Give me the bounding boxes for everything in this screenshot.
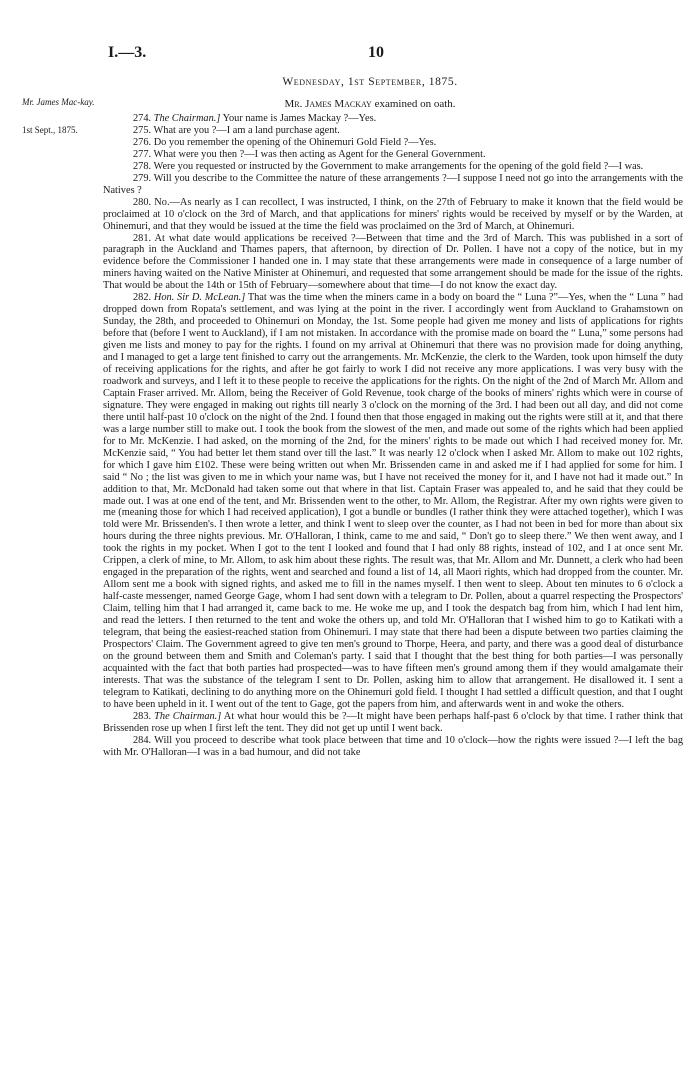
testimony-body: [103, 113, 683, 758]
witness-heading: [0, 98, 700, 110]
witness-heading-suffix: examined on oath.: [371, 98, 456, 110]
page-reference: I.—3.: [108, 44, 147, 61]
margin-witness-name: Mr. James Mac-kay.: [22, 97, 95, 107]
question-paragraph: [103, 149, 683, 161]
question-paragraph: [103, 113, 683, 125]
question-number: 275.: [133, 124, 152, 136]
paragraph-text: Will you proceed to describe what took place between that time and 10 o'clock—how the rights were issued ?—I left the bag with Mr. O'Halloran—I was in a bad humour, and did not take: [103, 734, 683, 758]
question-paragraph: [103, 173, 683, 197]
paragraph-text: At what date would applications be received ?—Between that time and the 3rd of March. This was published in a sort of paragraph in the Auckland and Thames papers, that afternoon, by direction of Dr. Pollen. I have not a copy of the notice, but in my evidence before the Commissioner I handed one in. I may state that these arrangements were made in consequence of a large number of miners having waited on the Native Minister at Ohinemuri, and requested that some arrangement should be made for the issue of the rights. That would be about the 14th or 15th of February—somewhere about that time—I do not know the exact day.: [103, 232, 683, 292]
speaker-label: The Chairman.]: [154, 710, 222, 722]
paragraph-text: Your name is James Mackay ?—Yes.: [220, 113, 377, 124]
question-paragraph: [103, 711, 683, 735]
paragraph-text: Will you describe to the Committee the nature of these arrangements ?—I suppose I need not go into the arrangements with the Natives ?: [103, 172, 683, 196]
date-heading: Wednesday, 1st September, 1875.: [282, 76, 458, 88]
question-number: 277.: [133, 148, 152, 160]
question-paragraph: [103, 197, 683, 233]
question-paragraph: [103, 137, 683, 149]
margin-date: 1st Sept., 1875.: [22, 125, 78, 135]
paragraph-text: What were you then ?—I was then acting as Agent for the General Government.: [151, 148, 486, 160]
question-number: 276.: [133, 136, 152, 148]
page-number: 10: [368, 44, 384, 61]
question-number: 278.: [133, 160, 152, 172]
question-number: 284.: [133, 734, 152, 746]
witness-name: Mr. James Mackay: [284, 98, 372, 110]
question-paragraph: [103, 161, 683, 173]
page-header: [0, 44, 700, 64]
speaker-label: The Chairman.]: [153, 113, 221, 124]
question-paragraph: [103, 292, 683, 710]
paragraph-text: What are you ?—I am a land purchase agent.: [151, 124, 340, 136]
paragraph-text: No.—As nearly as I can recollect, I was instructed, I think, on the 27th of February to make it known that the field would be proclaimed at 10 o'clock on the 3rd of March, and that applications for miners' rights would be received by myself or by the Warden, at Ohinemuri, and that they would be issued at the time the field was proclaimed on the 3rd of March, at Ohinemuri.: [103, 196, 683, 232]
question-paragraph: [103, 125, 683, 137]
paragraph-text: At what hour would this be ?—It might have been perhaps half-past 6 o'clock by that time. I rather think that Brissenden rose up when I first left the tent. They did not get up until I went back.: [103, 710, 684, 734]
question-number: 274.: [133, 113, 152, 124]
speaker-label: Hon. Sir D. McLean.]: [153, 292, 246, 304]
question-number: 283.: [133, 710, 152, 722]
question-number: 282.: [133, 292, 152, 304]
question-number: 281.: [133, 232, 152, 244]
question-number: 280.: [133, 196, 152, 208]
question-number: 279.: [133, 172, 152, 184]
question-paragraph: [103, 735, 683, 759]
paragraph-text: That was the time when the miners came in a body on board the “ Luna ?”—Yes, when the “ Luna ” had dropped down from Ropata's settlement, and was lying at the point in the river. I accordingly went from Auckland to Grahamstown on Sunday, the 28th, and proceeded to Ohinemuri on Monday, the 1st. Some people had given me money and lists of applications for rights before that (before I went to Auckland), if I am not mistaken. In accordance with the promise made on board the “ Luna,” some persons had given me lists and money to pay for the rights. I found on my arrival at Ohinemuri that there was no provision made for doing anything, and I managed to get a large tent finished to carry out the arrangements. Mr. McKenzie, the clerk to the Warden, took upon himself the duty of receiving applications for the rights, and after he got fairly to work I did not receive any more applications. I was very busy with the roadwork and surveys, and I left it to these people to receive the applications for the rights. On the night of the 2nd of March Mr. Allom and Captain Fraser arrived. Mr. Allom, being the Receiver of Gold Revenue, took charge of the books of miners' rights which were in course of signature. They were engaged in making out rights till nearly 3 o'clock on the morning of the 3rd. I had been out all day, and did not come there until half-past 10 o'clock on the night of the 2nd. I found then that those engaged in making out the rights were still at it, and that there was a large number still to make out. I took the book from the slowest of the men, and made out some of the rights which had been applied for to Mr. McKenzie. I had asked, on the morning of the 2nd, for the miners' rights to be made out which I had received money for. Mr. McKenzie said, “ You had better let them stand over till the last.” It was nearly 12 o'clock when I asked Mr. Allom to make out 102 rights, for which I gave him £102. These were being written out when Mr. Brissenden came in and asked me if I had applied for some for him. I said “ No ; the list was given to me in which your name was, but I have not received the money for it, and I have not had it made out.” In addition to that, Mr. McDonald had taken some out that where in that list. Captain Fraser was appealed to, and he said that they could be made out. I was at one end of the tent, and Mr. Brissenden went to the other, to Mr. Allom, the Registrar. After my own rights were given to me (meaning those for which I had received application), I got a bundle or bundles (I rather think they were attached together), which I was told were Mr. Brissenden's. I then wrote a letter, and think I went to sleep over the counter, as I had not been in bed for more than about six hours during the three nights previous. Mr. O'Halloran, I think, came to me and said, “ Don't go to sleep there.” We then went away, and I took the rights in my pocket. When I got to the tent I looked and found that I had only 88 rights, instead of 102, and I at once sent Mr. Crippen, a clerk of mine, to Mr. Allom, to ask him about these rights. The result was, that Mr. Allom and Mr. Dunnett, a clerk who had been engaged in the preparation of the rights, went and searched and found a list of 14, all Maori rights, which had dropped from the counter. Mr. Allom sent me a book with signed rights, and asked me to fill in the names myself. I then went to sleep. About ten minutes to 6 o'clock a half-caste messenger, named George Gage, whom I had sent down with a telegram to Dr. Pollen, about a quarrel respecting the Prospectors' Claim, telling him that I had arranged it, came back to me. He woke me up, and I took the despatch bag from him, which I had lent him, and read the letters. I then returned to the tent and woke the others up, and told Mr. O'Halloran that I wished him to go to Katikati with a telegram, that being the easiest-reached station from Ohinemuri. I may state that there had been a dispute between two parties claiming the Prospectors' Claim. The Government agreed to give ten men's ground to Thorpe, Heera, and party, and there was a good deal of disturbance on the ground between them and Smith and Coleman's party. I said that I thought that the best thing for both parties—I was personally acquainted with the fact that both parties had prospected—was to have fifteen men's ground among them if they would amalgamate their interests. That was the substance of the telegram I sent to Dr. Pollen, asking him to allow that arrangement. He disallowed it. I sent a telegram to Katikati, declining to do anything more on the Ohinemuri gold field. I thought I had settled a difficult question, and that I ought to have been upheld in it. I went out of the tent to Gage, got the papers from him, and afterwards went in and woke the others.: [103, 292, 684, 710]
question-paragraph: [103, 233, 683, 293]
paragraph-text: Were you requested or instructed by the Government to make arrangements for the opening of the gold field ?—I was.: [151, 160, 644, 172]
paragraph-text: Do you remember the opening of the Ohinemuri Gold Field ?—Yes.: [151, 136, 437, 148]
